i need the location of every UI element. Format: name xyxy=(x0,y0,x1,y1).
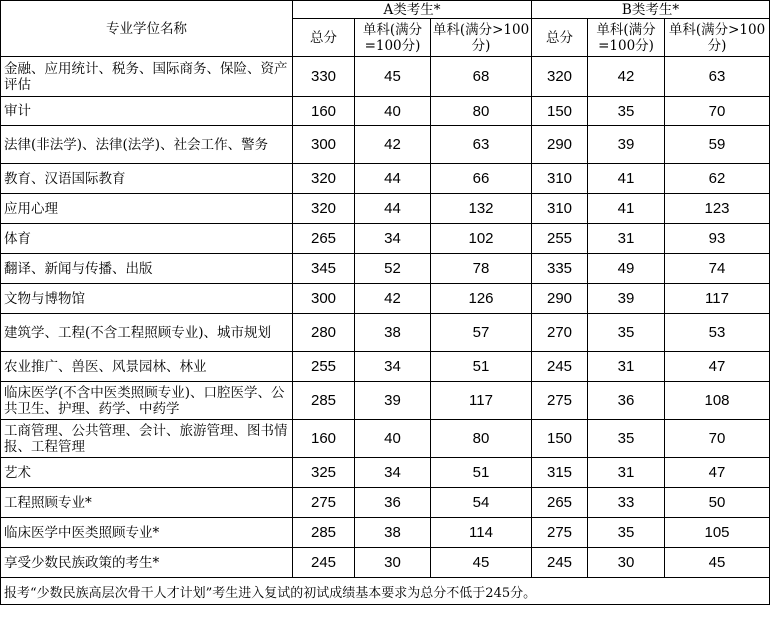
score-b-single-over-100-cell: 123 xyxy=(665,194,770,224)
major-name-cell: 翻译、新闻与传播、出版 xyxy=(1,254,293,284)
score-a-single-100-cell: 40 xyxy=(355,420,431,458)
table-row xyxy=(1,284,770,314)
score-b-single-100-cell: 35 xyxy=(588,97,665,126)
header-b-single-over-100: 单科(满分>100分) xyxy=(665,19,770,57)
score-a-single-over-100-cell: 57 xyxy=(431,314,532,352)
major-name-cell: 法律(非法学)、法律(法学)、社会工作、警务 xyxy=(1,126,293,164)
score-b-total-cell: 290 xyxy=(532,126,588,164)
score-a-total-cell: 300 xyxy=(293,284,355,314)
score-a-single-over-100-cell: 80 xyxy=(431,97,532,126)
major-name-cell: 文物与博物馆 xyxy=(1,284,293,314)
score-a-single-over-100-cell: 126 xyxy=(431,284,532,314)
score-a-total-cell: 285 xyxy=(293,382,355,420)
score-b-total-cell: 275 xyxy=(532,382,588,420)
score-b-single-100-cell: 39 xyxy=(588,284,665,314)
score-a-total-cell: 320 xyxy=(293,164,355,194)
score-a-total-cell: 160 xyxy=(293,420,355,458)
score-b-single-over-100-cell: 93 xyxy=(665,224,770,254)
table-row xyxy=(1,194,770,224)
score-a-single-100-cell: 40 xyxy=(355,97,431,126)
score-b-single-100-cell: 36 xyxy=(588,382,665,420)
header-b-single-100: 单科(满分=100分) xyxy=(588,19,665,57)
score-a-total-cell: 320 xyxy=(293,194,355,224)
score-b-single-over-100-cell: 45 xyxy=(665,548,770,578)
score-a-total-cell: 280 xyxy=(293,314,355,352)
score-a-single-over-100-cell: 80 xyxy=(431,420,532,458)
major-name-cell: 临床医学中医类照顾专业* xyxy=(1,518,293,548)
score-a-total-cell: 275 xyxy=(293,488,355,518)
score-b-total-cell: 315 xyxy=(532,458,588,488)
major-name-cell: 金融、应用统计、税务、国际商务、保险、资产评估 xyxy=(1,57,293,97)
score-b-total-cell: 310 xyxy=(532,194,588,224)
score-a-single-over-100-cell: 63 xyxy=(431,126,532,164)
score-a-single-100-cell: 30 xyxy=(355,548,431,578)
score-a-total-cell: 285 xyxy=(293,518,355,548)
score-a-single-100-cell: 44 xyxy=(355,164,431,194)
score-b-single-100-cell: 49 xyxy=(588,254,665,284)
score-b-single-over-100-cell: 105 xyxy=(665,518,770,548)
table-row xyxy=(1,382,770,420)
score-b-single-over-100-cell: 117 xyxy=(665,284,770,314)
table-row xyxy=(1,254,770,284)
score-a-single-100-cell: 39 xyxy=(355,382,431,420)
table-row xyxy=(1,97,770,126)
score-b-single-100-cell: 35 xyxy=(588,518,665,548)
score-a-total-cell: 300 xyxy=(293,126,355,164)
major-name-cell: 工商管理、公共管理、会计、旅游管理、图书情报、工程管理 xyxy=(1,420,293,458)
major-name-cell: 享受少数民族政策的考生* xyxy=(1,548,293,578)
score-b-single-over-100-cell: 59 xyxy=(665,126,770,164)
score-b-total-cell: 150 xyxy=(532,97,588,126)
score-b-single-over-100-cell: 70 xyxy=(665,420,770,458)
score-a-single-100-cell: 42 xyxy=(355,126,431,164)
score-a-single-100-cell: 45 xyxy=(355,57,431,97)
major-name-cell: 体育 xyxy=(1,224,293,254)
header-a-total: 总分 xyxy=(293,19,355,57)
score-a-total-cell: 265 xyxy=(293,224,355,254)
header-group-b: B类考生* xyxy=(532,1,770,19)
score-a-single-over-100-cell: 117 xyxy=(431,382,532,420)
score-a-single-100-cell: 38 xyxy=(355,518,431,548)
header-group-a: A类考生* xyxy=(293,1,532,19)
score-a-single-over-100-cell: 114 xyxy=(431,518,532,548)
score-b-single-100-cell: 31 xyxy=(588,224,665,254)
score-b-single-100-cell: 41 xyxy=(588,164,665,194)
score-b-total-cell: 310 xyxy=(532,164,588,194)
major-name-cell: 临床医学(不含中医类照顾专业)、口腔医学、公共卫生、护理、药学、中药学 xyxy=(1,382,293,420)
score-b-single-100-cell: 41 xyxy=(588,194,665,224)
header-b-total: 总分 xyxy=(532,19,588,57)
score-a-total-cell: 245 xyxy=(293,548,355,578)
major-name-cell: 应用心理 xyxy=(1,194,293,224)
table-body xyxy=(1,57,770,578)
score-b-single-100-cell: 30 xyxy=(588,548,665,578)
table-row xyxy=(1,458,770,488)
score-a-single-over-100-cell: 68 xyxy=(431,57,532,97)
score-a-single-100-cell: 34 xyxy=(355,224,431,254)
score-a-single-over-100-cell: 102 xyxy=(431,224,532,254)
score-a-total-cell: 160 xyxy=(293,97,355,126)
score-b-total-cell: 275 xyxy=(532,518,588,548)
score-b-single-100-cell: 35 xyxy=(588,420,665,458)
table-row xyxy=(1,126,770,164)
major-name-cell: 艺术 xyxy=(1,458,293,488)
major-name-cell: 工程照顾专业* xyxy=(1,488,293,518)
table-header xyxy=(1,1,770,57)
score-b-single-100-cell: 33 xyxy=(588,488,665,518)
score-b-single-100-cell: 42 xyxy=(588,57,665,97)
score-b-single-over-100-cell: 70 xyxy=(665,97,770,126)
score-b-single-100-cell: 35 xyxy=(588,314,665,352)
score-b-single-100-cell: 39 xyxy=(588,126,665,164)
table-row xyxy=(1,224,770,254)
score-a-single-over-100-cell: 78 xyxy=(431,254,532,284)
score-a-single-over-100-cell: 132 xyxy=(431,194,532,224)
major-name-cell: 建筑学、工程(不含工程照顾专业)、城市规划 xyxy=(1,314,293,352)
score-a-single-over-100-cell: 51 xyxy=(431,352,532,382)
footnote: 报考“少数民族高层次骨干人才计划”考生进入复试的初试成绩基本要求为总分不低于245分。 xyxy=(1,578,770,605)
score-a-total-cell: 330 xyxy=(293,57,355,97)
score-a-single-100-cell: 44 xyxy=(355,194,431,224)
score-a-single-100-cell: 38 xyxy=(355,314,431,352)
score-b-single-over-100-cell: 47 xyxy=(665,458,770,488)
score-a-single-over-100-cell: 45 xyxy=(431,548,532,578)
score-a-total-cell: 255 xyxy=(293,352,355,382)
score-a-single-100-cell: 42 xyxy=(355,284,431,314)
major-name-cell: 审计 xyxy=(1,97,293,126)
score-b-single-over-100-cell: 63 xyxy=(665,57,770,97)
score-b-total-cell: 335 xyxy=(532,254,588,284)
header-major-name: 专业学位名称 xyxy=(1,1,293,57)
score-b-single-over-100-cell: 50 xyxy=(665,488,770,518)
score-b-total-cell: 265 xyxy=(532,488,588,518)
score-a-single-100-cell: 52 xyxy=(355,254,431,284)
score-a-single-100-cell: 34 xyxy=(355,458,431,488)
table-row xyxy=(1,164,770,194)
table-row xyxy=(1,420,770,458)
score-b-total-cell: 290 xyxy=(532,284,588,314)
major-name-cell: 农业推广、兽医、风景园林、林业 xyxy=(1,352,293,382)
score-a-single-over-100-cell: 51 xyxy=(431,458,532,488)
score-b-total-cell: 255 xyxy=(532,224,588,254)
score-a-single-100-cell: 34 xyxy=(355,352,431,382)
score-b-total-cell: 150 xyxy=(532,420,588,458)
score-b-single-100-cell: 31 xyxy=(588,458,665,488)
score-b-single-over-100-cell: 47 xyxy=(665,352,770,382)
score-a-single-over-100-cell: 54 xyxy=(431,488,532,518)
table-row xyxy=(1,57,770,97)
header-a-single-over-100: 单科(满分>100分) xyxy=(431,19,532,57)
score-b-total-cell: 320 xyxy=(532,57,588,97)
score-a-total-cell: 325 xyxy=(293,458,355,488)
score-a-single-100-cell: 36 xyxy=(355,488,431,518)
score-b-total-cell: 270 xyxy=(532,314,588,352)
score-a-single-over-100-cell: 66 xyxy=(431,164,532,194)
major-name-cell: 教育、汉语国际教育 xyxy=(1,164,293,194)
header-a-single-100: 单科(满分=100分) xyxy=(355,19,431,57)
table-row xyxy=(1,314,770,352)
score-a-total-cell: 345 xyxy=(293,254,355,284)
score-b-single-100-cell: 31 xyxy=(588,352,665,382)
score-b-single-over-100-cell: 74 xyxy=(665,254,770,284)
table-row xyxy=(1,488,770,518)
score-b-total-cell: 245 xyxy=(532,352,588,382)
score-b-single-over-100-cell: 53 xyxy=(665,314,770,352)
score-b-total-cell: 245 xyxy=(532,548,588,578)
table-row xyxy=(1,518,770,548)
score-b-single-over-100-cell: 108 xyxy=(665,382,770,420)
table-row xyxy=(1,352,770,382)
table-row xyxy=(1,548,770,578)
score-b-single-over-100-cell: 62 xyxy=(665,164,770,194)
